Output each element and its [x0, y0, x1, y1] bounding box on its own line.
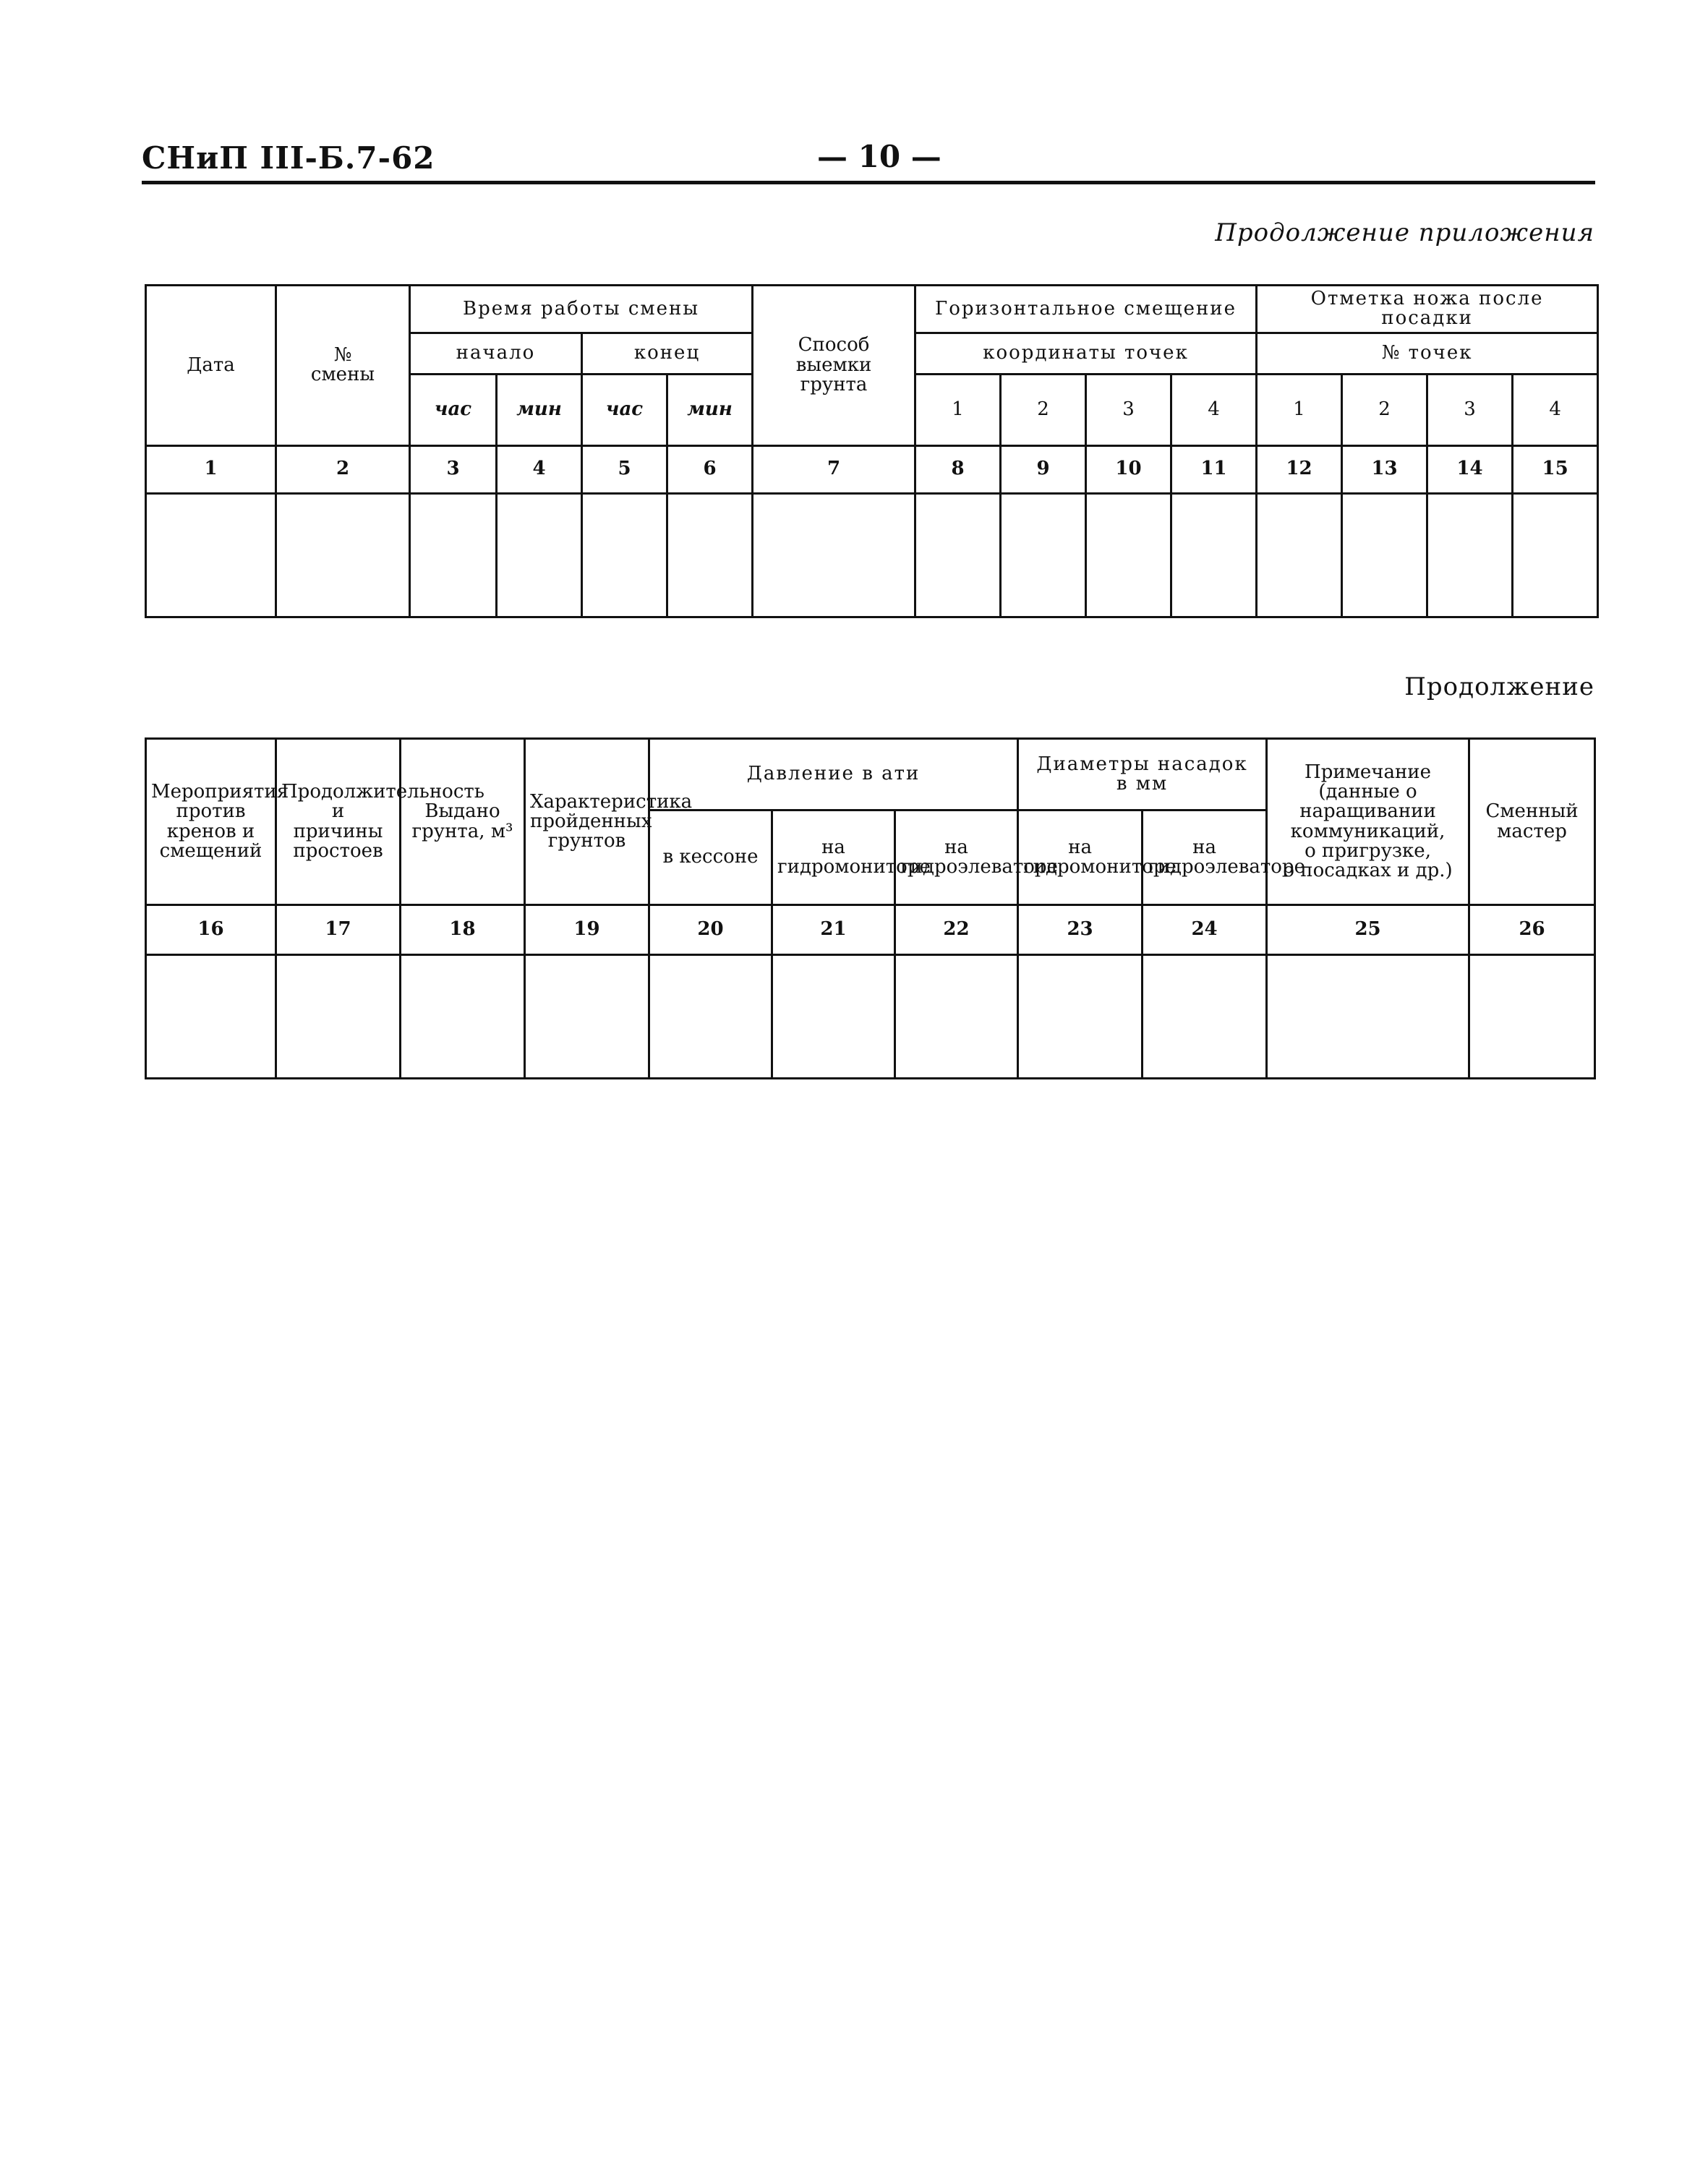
blank-cell: [1171, 493, 1257, 617]
header-coord-point-2: 2: [1001, 374, 1086, 445]
header-end-min: мин: [667, 374, 753, 445]
continuation-label: Продолжение: [1404, 672, 1594, 701]
header-coord-point-1: 1: [915, 374, 1001, 445]
header-knife-point-2: 2: [1342, 374, 1427, 445]
header-point-coordinates: координаты точек: [915, 333, 1257, 374]
blank-cell: [1469, 955, 1595, 1079]
blank-cell: [1267, 955, 1469, 1079]
blank-cell: [1342, 493, 1427, 617]
column-number: 12: [1257, 445, 1342, 493]
header-points-no: № точек: [1257, 333, 1598, 374]
header-in-caisson: в кессоне: [649, 811, 772, 905]
blank-cell: [497, 493, 582, 617]
header-nozzle-hydromonitor: на гидромониторе: [1018, 811, 1143, 905]
column-number: 4: [497, 445, 582, 493]
column-number: 1: [146, 445, 276, 493]
header-knife-point-4: 4: [1513, 374, 1598, 445]
column-number: 16: [146, 905, 276, 955]
header-coord-point-4: 4: [1171, 374, 1257, 445]
column-number: 11: [1171, 445, 1257, 493]
header-horizontal-shift: Горизонтальное смещение: [915, 286, 1257, 333]
header-knife-mark: Отметка ножа после посадки: [1257, 286, 1598, 333]
blank-entry-row: [146, 493, 1598, 617]
column-number: 14: [1427, 445, 1513, 493]
header-start-hour: час: [410, 374, 497, 445]
blank-cell: [667, 493, 753, 617]
column-number-row: [146, 445, 1598, 493]
column-number: 26: [1469, 905, 1595, 955]
continuation-appendix-label: Продолжение приложения: [1215, 218, 1594, 247]
blank-cell: [1427, 493, 1513, 617]
column-number: 5: [582, 445, 667, 493]
column-number: 19: [525, 905, 649, 955]
blank-cell: [525, 955, 649, 1079]
blank-cell: [1257, 493, 1342, 617]
header-shift-master: Сменный мастер: [1469, 739, 1595, 905]
header-shift-no: № смены: [276, 286, 410, 446]
header-start: начало: [410, 333, 582, 374]
header-measures: Мероприятия против кренов и смещений: [146, 739, 276, 905]
header-soil-output: Выдано грунта, м³: [401, 739, 525, 905]
header-date: Дата: [146, 286, 276, 446]
blank-cell: [146, 493, 276, 617]
blank-cell: [276, 955, 401, 1079]
column-number: 2: [276, 445, 410, 493]
column-number: 21: [772, 905, 895, 955]
blank-cell: [1143, 955, 1267, 1079]
blank-cell: [753, 493, 915, 617]
blank-cell: [649, 955, 772, 1079]
column-number: 17: [276, 905, 401, 955]
blank-cell: [146, 955, 276, 1079]
blank-cell: [410, 493, 497, 617]
header-pressure-hydroelevator: на гидроэлеваторе: [895, 811, 1018, 905]
document-code: СНиП III-Б.7-62: [142, 140, 435, 176]
page-number: — 10 —: [817, 139, 941, 174]
header-duration: Продолжительность и причины простоев: [276, 739, 401, 905]
column-number: 20: [649, 905, 772, 955]
column-number: 13: [1342, 445, 1427, 493]
column-number: 9: [1001, 445, 1086, 493]
header-knife-point-1: 1: [1257, 374, 1342, 445]
shift-log-table-2: [145, 737, 1596, 1079]
blank-entry-row: [146, 955, 1595, 1079]
column-number: 3: [410, 445, 497, 493]
blank-cell: [1001, 493, 1086, 617]
header-end: конец: [582, 333, 753, 374]
blank-cell: [895, 955, 1018, 1079]
blank-cell: [1086, 493, 1171, 617]
column-number: 25: [1267, 905, 1469, 955]
column-number: 22: [895, 905, 1018, 955]
column-number: 8: [915, 445, 1001, 493]
header-shift-time: Время работы смены: [410, 286, 753, 333]
column-number-row: [146, 905, 1595, 955]
blank-cell: [915, 493, 1001, 617]
header-knife-point-3: 3: [1427, 374, 1513, 445]
header-start-min: мин: [497, 374, 582, 445]
blank-cell: [1513, 493, 1598, 617]
column-number: 18: [401, 905, 525, 955]
header-nozzle-hydroelevator: на гидроэлеваторе: [1143, 811, 1267, 905]
header-end-hour: час: [582, 374, 667, 445]
column-number: 10: [1086, 445, 1171, 493]
header-note: Примечание (данные о наращивании коммуникаций, о пригрузке, о посадках и др.): [1267, 739, 1469, 905]
column-number: 15: [1513, 445, 1598, 493]
header-soil-characteristics: Характеристика пройденных грунтов: [525, 739, 649, 905]
column-number: 6: [667, 445, 753, 493]
column-number: 24: [1143, 905, 1267, 955]
blank-cell: [276, 493, 410, 617]
header-pressure-hydromonitor: на гидромониторе: [772, 811, 895, 905]
blank-cell: [582, 493, 667, 617]
header-pressure: Давление в ати: [649, 739, 1018, 811]
header-coord-point-3: 3: [1086, 374, 1171, 445]
blank-cell: [1018, 955, 1143, 1079]
blank-cell: [772, 955, 895, 1079]
header-rule: [142, 181, 1595, 184]
header-excavation-method: Способ выемки грунта: [753, 286, 915, 446]
header-nozzle-diameters: Диаметры насадок в мм: [1018, 739, 1267, 811]
blank-cell: [401, 955, 525, 1079]
shift-log-table-1: [145, 284, 1599, 618]
column-number: 23: [1018, 905, 1143, 955]
column-number: 7: [753, 445, 915, 493]
